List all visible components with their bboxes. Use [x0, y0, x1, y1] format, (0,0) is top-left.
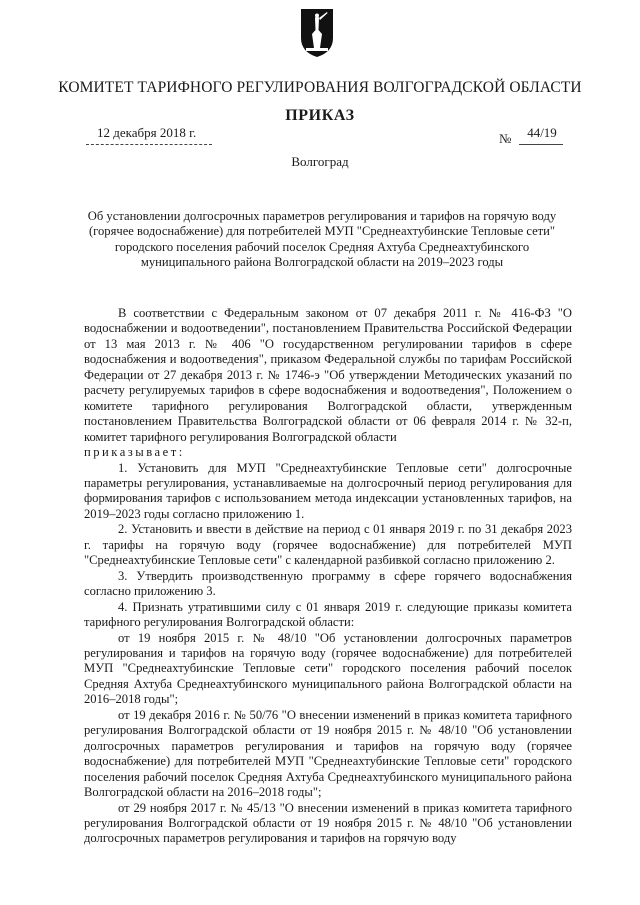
clause-3: 3. Утвердить производственную программу в сфере горячего водоснабжения согласно приложению 3.	[84, 568, 572, 599]
order-heading: Об установлении долгосрочных параметров регулирования и тарифов на горячую воду (горячее водоснабжение) для потребителей МУП "Среднеахтубинские Тепловые сети" городского поселения рабочий поселок Средняя Ахтуба Среднеахтубинского муниципального района Волгоградской области на 2019–2023 годы	[87, 209, 557, 269]
clause-1: 1. Установить для МУП "Среднеахтубинские Тепловые сети" долгосрочные параметры регулирования, устанавливаемые на долгосрочный период регулирования для формирования тарифов с использованием метода индексации установленных тарифов, на 2019–2023 годы согласно приложению 1.	[84, 460, 572, 521]
repealed-order-3: от 29 ноября 2017 г. № 45/13 "О внесении изменений в приказ комитета тарифного регулирования Волгоградской области от 19 ноября 2015 г. № 48/10 "Об установлении долгосрочных параметров регулирования и тарифов на горячую воду	[84, 800, 572, 846]
clause-2: 2. Установить и ввести в действие на период с 01 января 2019 г. по 31 декабря 2023 г. тарифы на горячую воду (горячее водоснабжение) для потребителей МУП "Среднеахтубинские Тепловые сети" с календарной разбивкой согласно приложению 2.	[84, 522, 572, 568]
order-number-label: №	[499, 131, 512, 146]
number-underline	[519, 144, 563, 145]
volgograd-emblem-icon	[300, 8, 334, 58]
order-city: Волгоград	[291, 154, 349, 169]
committee-name: КОМИТЕТ ТАРИФНОГО РЕГУЛИРОВАНИЯ ВОЛГОГРАДСКОЙ ОБЛАСТИ	[58, 79, 582, 96]
preamble-paragraph: В соответствии с Федеральным законом от 07 декабря 2011 г. № 416-ФЗ "О водоснабжении и водоотведении", постановлением Правительства Российской Федерации от 13 мая 2013 г. № 406 "О государственном регулировании тарифов в сфере водоснабжения и водоотведения", приказом Федеральной службы по тарифам Российской Федерации от 27 декабря 2013 г. № 1746-э "Об утверждении Методических указаний по расчету регулируемых тарифов в сфере водоснабжения и водоотведения", Положением о комитете тарифного регулирования Волгоградской области, утвержденным постановлением Правительства Волгоградской области от 06 февраля 2014 г. № 32-п, комитет тарифного регулирования Волгоградской области	[84, 306, 572, 444]
repealed-order-1: от 19 ноября 2015 г. № 48/10 "Об установлении долгосрочных параметров регулирования и тарифов на горячую воду (горячее водоснабжение) для потребителей МУП "Среднеахтубинские Тепловые сети" городского поселения рабочий поселок Средняя Ахтуба Среднеахтубинского муниципального района Волгоградской области на 2016–2018 годы";	[84, 630, 572, 707]
order-number: 44/19	[527, 125, 557, 140]
order-title: ПРИКАЗ	[285, 107, 355, 124]
order-date: 12 декабря 2018 г.	[97, 125, 197, 140]
clause-4: 4. Признать утратившими силу с 01 января 2019 г. следующие приказы комитета тарифного регулирования Волгоградской области:	[84, 599, 572, 630]
date-underline	[86, 144, 212, 145]
order-body	[84, 306, 572, 847]
orders-keyword: приказывает:	[84, 445, 185, 460]
repealed-order-2: от 19 декабря 2016 г. № 50/76 "О внесении изменений в приказ комитета тарифного регулирования Волгоградской области от 19 ноября 2015 г. № 48/10 "Об установлении долгосрочных параметров регулирования и тарифов на горячую воду (горячее водоснабжение) для потребителей МУП "Среднеахтубинские Тепловые сети" городского поселения рабочий поселок Средняя Ахтуба Среднеахтубинского муниципального района Волгоградской области на 2016–2018 годы";	[84, 707, 572, 800]
